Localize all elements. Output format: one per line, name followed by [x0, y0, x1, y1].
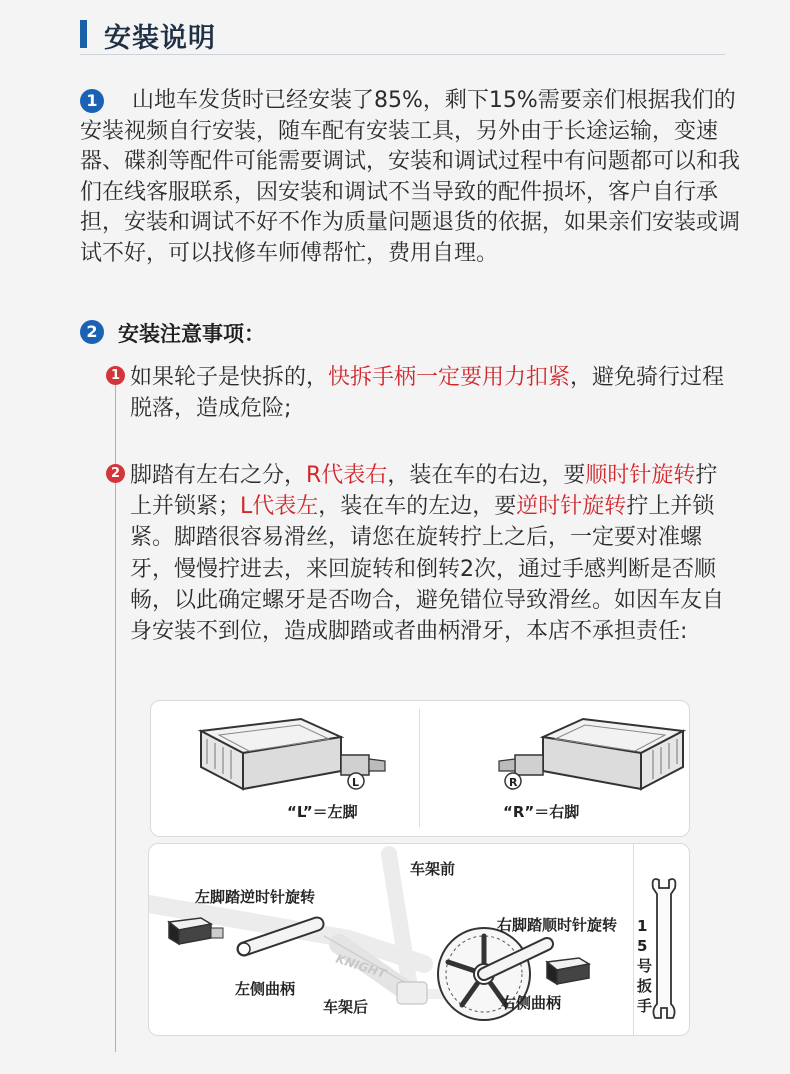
installation-diagram-panel: [148, 843, 690, 1036]
note-highlight: L代表左: [240, 494, 319, 520]
note-number-badge-1: 1: [106, 366, 125, 385]
note-text: ，装在车的左边，要: [318, 494, 517, 520]
section-number-badge-1: 1: [80, 89, 104, 113]
right-pedal-icon: [493, 709, 693, 799]
right-pedal-caption: “R”＝右脚: [503, 803, 580, 821]
left-pedal-instruction: 左脚踏逆时针旋转: [195, 888, 316, 906]
section-header: [80, 14, 725, 54]
section2-title: 安装注意事项：: [118, 322, 265, 346]
pedal-diagram-panel: [150, 700, 690, 837]
left-pedal-caption: “L”＝左脚: [287, 803, 358, 821]
note-highlight: R代表右: [306, 463, 388, 488]
note-number-badge-2: 2: [106, 464, 125, 483]
section-number-badge-2: 2: [80, 320, 104, 344]
right-pedal-instruction: 右脚踏顺时针旋转: [497, 916, 618, 934]
note-item-2: [130, 460, 730, 647]
header-accent-bar: [80, 20, 87, 48]
note-text: ，装在车的右边，要: [387, 463, 586, 488]
page-title: 安装说明: [104, 23, 216, 54]
note-item-1: [130, 362, 730, 424]
left-crank-label: 左侧曲柄: [235, 980, 296, 998]
note-text: 如果轮子是快拆的，: [130, 365, 329, 390]
wrench-label: 15号扳手: [637, 917, 653, 1015]
pedal-mark-l: L: [352, 776, 360, 789]
note-highlight: 快拆手柄一定要用力扣紧: [328, 365, 571, 390]
left-pedal-icon: [191, 709, 391, 799]
note-text: 脚踏有左右之分，: [130, 463, 307, 488]
panel-divider: [633, 844, 634, 1035]
frame-front-label: 车架前: [410, 860, 456, 878]
note-text: ，避免骑行过程脱落，造成危险;: [130, 365, 725, 422]
note-highlight: 顺时针旋转: [585, 463, 696, 488]
note-text: 拧上并锁紧；: [130, 463, 718, 520]
frame-brand-text: KNIGHT: [334, 951, 388, 981]
pedal-mark-r: R: [509, 776, 518, 789]
note-text: 拧上并锁紧。脚踏很容易滑丝，请您在旋转拧上之后，一定要对准螺牙，慢慢拧进去，来回旋转和倒转2次，通过手感判断是否顺畅，以此确定螺牙是否吻合，避免错位导致滑丝。如因车友自身安装不到位，造成脚踏或者曲柄滑牙，本店不承担责任:: [130, 494, 725, 645]
panel-divider: [419, 709, 420, 827]
header-divider: [80, 54, 725, 55]
right-crank-label: 右侧曲柄: [501, 994, 562, 1012]
frame-rear-label: 车架后: [323, 998, 369, 1016]
note-highlight: 逆时针旋转: [516, 494, 627, 520]
section1-paragraph: 山地车发货时已经安装了85%，剩下15%需要亲们根据我们的安装视频自行安装，随车配有安装工具，另外由于长途运输，变速器、碟刹等配件可能需要调试，安装和调试过程中有问题都可以和我们在线客服联系，因安装和调试不当导致的配件损坏，客户自行承担，安装和调试不好不作为质量问题退货的依据，如果亲们安装或调试不好，可以找修车师傅帮忙，费用自理。: [80, 88, 741, 266]
